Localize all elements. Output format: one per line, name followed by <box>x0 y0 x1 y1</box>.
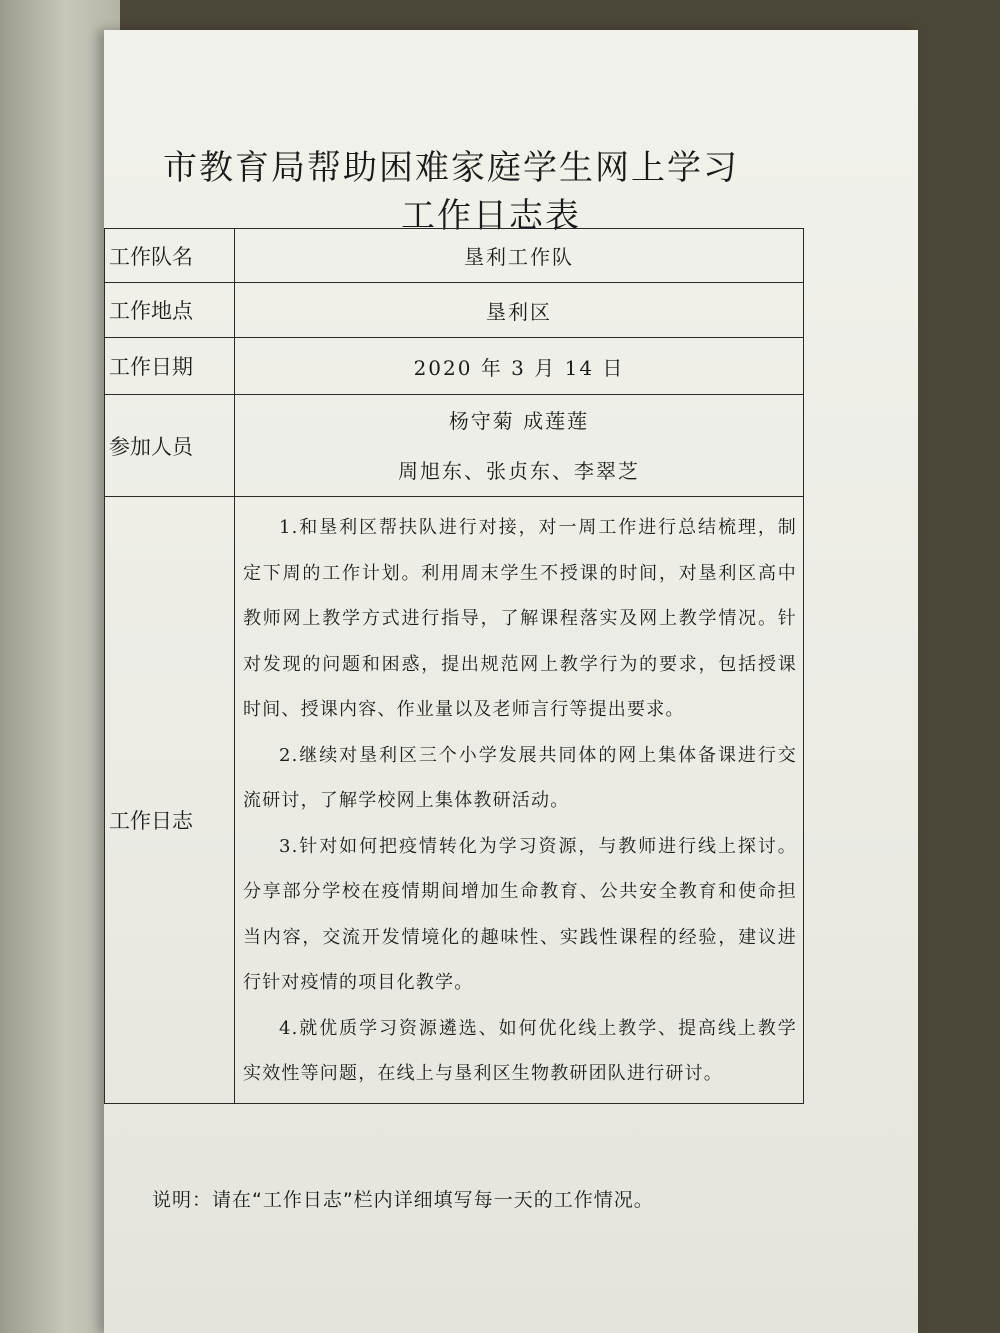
log-paragraph: 2.继续对垦利区三个小学发展共同体的网上集体备课进行交流研讨，了解学校网上集体教研活动。 <box>243 744 797 811</box>
date-value: 2020 年 3 月 14 日 <box>235 338 804 395</box>
place-value: 垦利区 <box>235 283 804 338</box>
log-paragraph: 3.针对如何把疫情转化为学习资源，与教师进行线上探讨。分享部分学校在疫情期间增加生命教育、公共安全教育和使命担当内容，交流开发情境化的趣味性、实践性课程的经验，建议进行针对疫情的项目化教学。 <box>243 835 797 993</box>
team-value: 垦利工作队 <box>235 229 804 283</box>
people-value <box>235 395 804 497</box>
people-line-2: 周旭东、张贞东、李翠芝 <box>398 458 640 483</box>
log-label: 工作日志 <box>105 497 235 1104</box>
log-paragraph: 4.就优质学习资源遴选、如何优化线上教学、提高线上教学实效性等问题，在线上与垦利区生物教研团队进行研讨。 <box>243 1017 797 1084</box>
log-content <box>235 497 804 1104</box>
date-row <box>105 338 804 395</box>
document-title-line2: 工作日志表 <box>401 196 581 236</box>
people-line-1: 杨守菊 成莲莲 <box>448 408 590 433</box>
log-paragraph: 1.和垦利区帮扶队进行对接，对一周工作进行总结梳理，制定下周的工作计划。利用周末学生不授课的时间，对垦利区高中教师网上教学方式进行指导，了解课程落实及网上教学情况。针对发现的问题和困惑，提出规范网上教学行为的要求，包括授课时间、授课内容、作业量以及老师言行等提出要求。 <box>243 517 797 720</box>
date-label: 工作日期 <box>105 338 235 395</box>
log-row <box>105 497 804 1104</box>
team-label: 工作队名 <box>105 229 235 283</box>
people-row <box>105 395 804 497</box>
people-label: 参加人员 <box>105 395 235 497</box>
work-log-table <box>104 228 804 1104</box>
footer-note: 说明：请在“工作日志”栏内详细填写每一天的工作情况。 <box>152 1189 654 1211</box>
place-label: 工作地点 <box>105 283 235 338</box>
team-row <box>105 229 804 283</box>
document-sheet <box>104 30 918 1333</box>
place-row <box>105 283 804 338</box>
document-title-line1: 市教育局帮助困难家庭学生网上学习 <box>163 148 739 188</box>
